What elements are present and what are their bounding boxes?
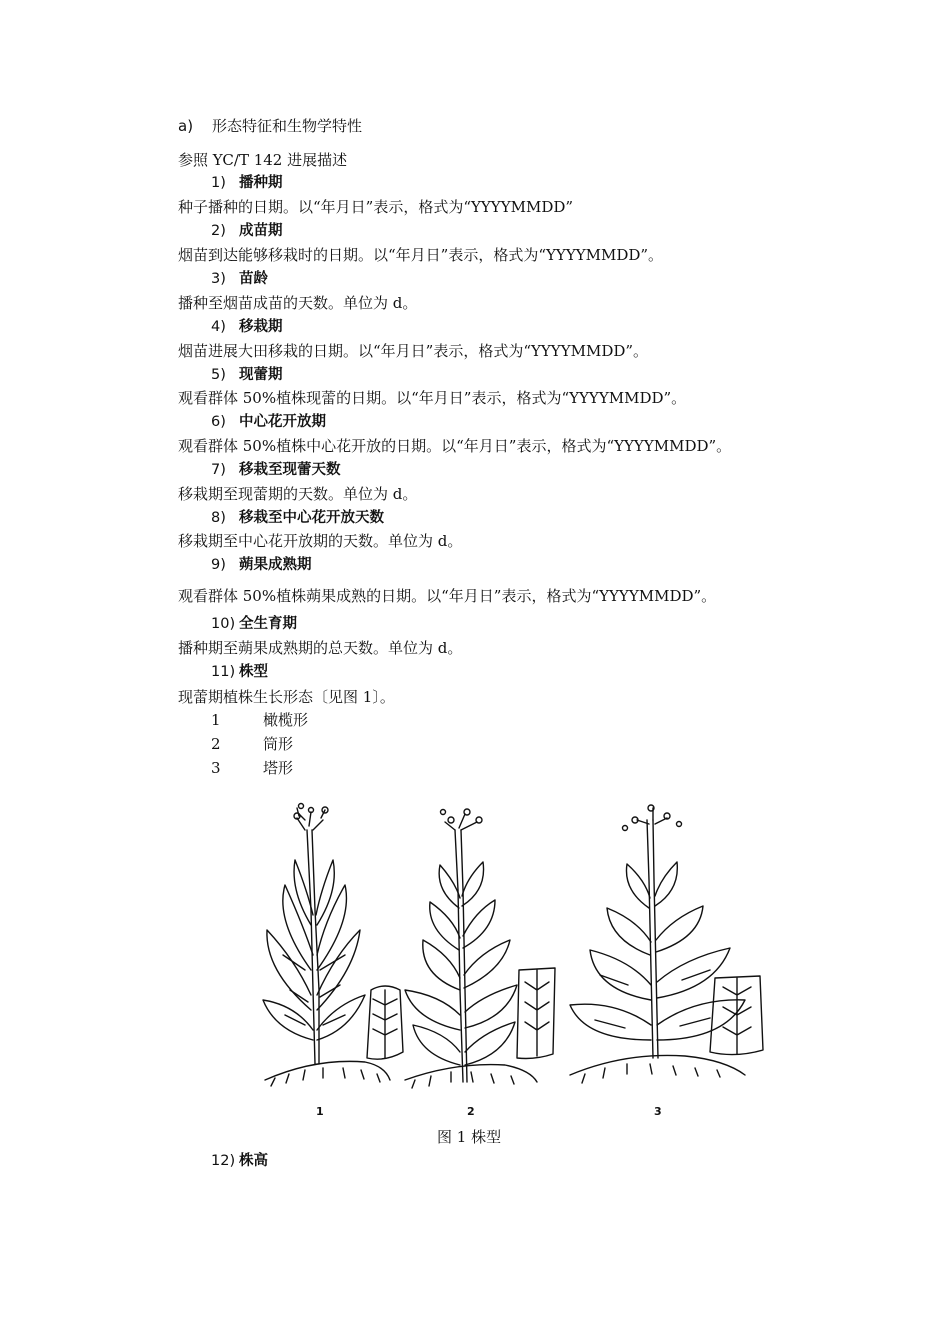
item-heading: 9) 蒴果成熟期 bbox=[211, 557, 312, 573]
item-desc: 烟苗进展大田移栽的日期。以“年月日”表示，格式为“YYYYMMDD”。 bbox=[178, 342, 649, 360]
plant-type-row: 3 塔形 bbox=[211, 759, 294, 777]
item-desc: 观看群体 50%植株现蕾的日期。以“年月日”表示，格式为“YYYYMMDD”。 bbox=[178, 389, 687, 407]
item-desc: 播种期至蒴果成熟期的总天数。单位为 d。 bbox=[178, 639, 463, 657]
item-heading: 2) 成苗期 bbox=[211, 223, 283, 239]
item-desc: 播种至烟苗成苗的天数。单位为 d。 bbox=[178, 294, 418, 312]
item-heading: 10) 全生育期 bbox=[211, 616, 297, 632]
plant-type-row: 1 橄榄形 bbox=[211, 711, 309, 729]
figure-label-2: 2 bbox=[467, 1105, 475, 1118]
plant-type-row: 2 筒形 bbox=[211, 735, 294, 753]
item-desc: 观看群体 50%植株中心花开放的日期。以“年月日”表示，格式为“YYYYMMDD”。 bbox=[178, 437, 732, 455]
plant-olive-drawing bbox=[263, 804, 403, 1087]
item-heading: 7) 移栽至现蕾天数 bbox=[211, 462, 341, 478]
figure-label-3: 3 bbox=[654, 1105, 662, 1118]
section-title: 形态特征和生物学特性 bbox=[212, 117, 363, 135]
section-heading bbox=[178, 116, 362, 136]
item-desc: 烟苗到达能够移栽时的日期。以“年月日”表示，格式为“YYYYMMDD”。 bbox=[178, 246, 664, 264]
item-heading: 12) 株高 bbox=[211, 1153, 268, 1169]
section-marker: a) bbox=[178, 117, 194, 135]
plant-cylinder-drawing bbox=[405, 809, 555, 1088]
item-desc: 现蕾期植株生长形态〔见图 1〕。 bbox=[178, 688, 395, 706]
item-desc: 观看群体 50%植株蒴果成熟的日期。以“年月日”表示，格式为“YYYYMMDD”。 bbox=[178, 587, 717, 605]
figure-caption: 图 1 株型 bbox=[437, 1128, 502, 1146]
item-heading: 6) 中心花开放期 bbox=[211, 414, 326, 430]
figure-label-1: 1 bbox=[316, 1105, 324, 1118]
item-desc: 移栽期至现蕾期的天数。单位为 d。 bbox=[178, 485, 418, 503]
item-desc: 种子播种的日期。以“年月日”表示，格式为“YYYYMMDD” bbox=[178, 198, 574, 216]
item-heading: 3) 苗龄 bbox=[211, 271, 268, 287]
plant-type-illustration bbox=[255, 790, 785, 1090]
item-desc: 移栽期至中心花开放期的天数。单位为 d。 bbox=[178, 532, 463, 550]
intro-text: 参照 YC/T 142 进展描述 bbox=[178, 151, 348, 169]
item-heading: 8) 移栽至中心花开放天数 bbox=[211, 510, 384, 526]
plant-tower-drawing bbox=[570, 805, 763, 1083]
item-heading: 11) 株型 bbox=[211, 664, 268, 680]
item-heading: 5) 现蕾期 bbox=[211, 367, 283, 383]
item-heading: 1) 播种期 bbox=[211, 175, 283, 191]
item-heading: 4) 移栽期 bbox=[211, 319, 283, 335]
